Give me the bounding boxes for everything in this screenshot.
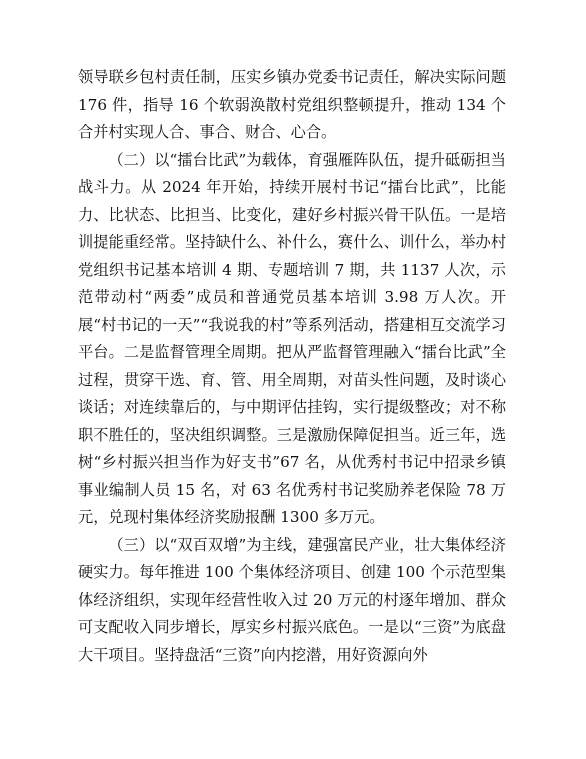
- paragraph-section-two: （二）以“擂台比武”为载体，育强雁阵队伍，提升砥砺担当战斗力。从 2024 年开始，持续开展村书记“擂台比武”，比能力、比状态、比担当、比变化，建好乡村振兴骨干队伍。一是培训提能重经常。坚持缺什么、补什么，赛什么、训什么，举办村党组织书记基本培训 4 期、专题培训 7 期，共 1137 人次，示范带动村“两委”成员和普通党员基本培训 3.98 万人次。开展“村书记的一天”“我说我的村”等系列活动，搭建相互交流学习平台。二是监督管理全周期。把从严监督管理融入“擂台比武”全过程，贯穿干选、育、管、用全周期，对苗头性问题，及时谈心谈话；对连续靠后的，与中期评估挂钩，实行提级整改；对不称职不胜任的，坚决组织调整。三是激励保障促担当。近三年，选树“乡村振兴担当作为好支书”67 名，从优秀村书记中招录乡镇事业编制人员 15 名，对 63 名优秀村书记奖励养老保险 78 万元，兑现村集体经济奖励报酬 1300 多万元。: [78, 150, 506, 526]
- paragraph-continuation: 领导联乡包村责任制，压实乡镇办党委书记责任，解决实际问题 176 件，指导 16 个软弱涣散村党组织整顿提升，推动 134 个合并村实现人合、事合、财合、心合。: [78, 68, 506, 141]
- paragraph-section-three: （三）以“双百双增”为主线，建强富民产业，壮大集体经济硬实力。每年推进 100 个集体经济项目、创建 100 个示范型集体经济组织，实现年经营性收入过 20 万元的村逐年增加、群众可支配收入同步增长，厚实乡村振兴底色。一是以“三资”为底盘大干项目。坚持盘活“三资”向内挖潜，用好资源向外: [78, 535, 506, 664]
- document-body: [78, 64, 506, 669]
